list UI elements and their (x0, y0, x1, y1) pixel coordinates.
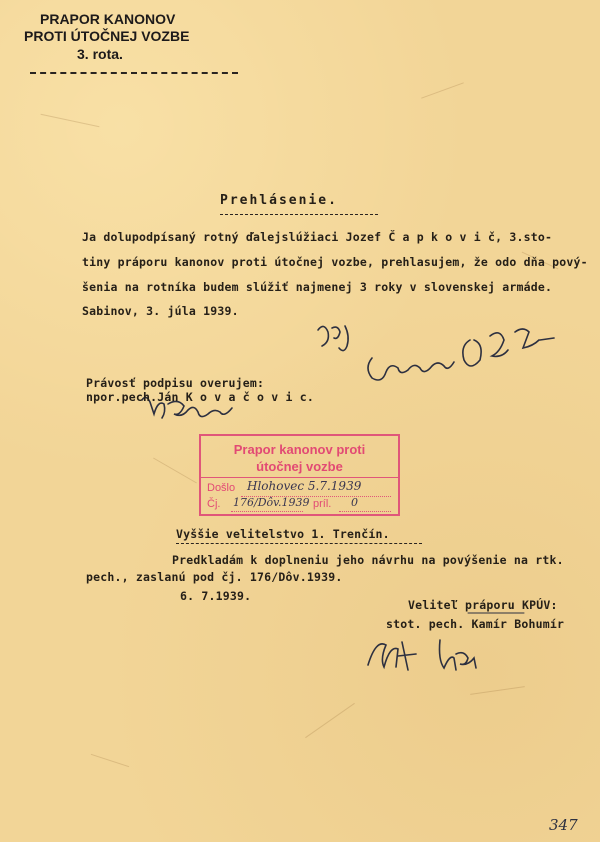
stamp-attachment-value: 0 (351, 496, 358, 509)
commander-title: Veliteľ práporu KPÚV: (408, 598, 558, 612)
stamp-reference-label: Čj. (207, 498, 221, 510)
verification-officer: npor.pech.Ján K o v a č o v i c. (86, 390, 314, 404)
stamp-attachment-label: príl. (313, 498, 332, 510)
signature-capkovic-part2 (368, 358, 454, 380)
verification-label: Právosť podpisu overujem: (86, 376, 265, 390)
header-unit-line1: PRAPOR KANONOV (40, 11, 176, 27)
receipt-stamp (199, 434, 400, 516)
stamp-received-value: Hlohovec 5.7.1939 (247, 479, 362, 493)
body-line-1: Ja dolupodpísaný rotný ďalejslúžiaci Jozef Č a p k o v i č, 3.sto- (82, 230, 553, 244)
commander-name: stot. pech. Kamír Bohumír (386, 617, 565, 631)
stamp-unit-line1: Prapor kanonov proti (233, 442, 366, 457)
stamp-divider (201, 477, 398, 478)
document-title: Prehlásenie. (220, 193, 338, 208)
body-line-2: tiny práporu kanonov proti útočnej vozbe, prehlasujem, že odo dňa pový- (82, 255, 588, 269)
forward-line-2: pech., zaslanú pod čj. 176/Dôv.1939. (86, 570, 343, 584)
forward-addressee: Vyššie velitelstvo 1. Trenčín. (176, 527, 390, 541)
place-date: Sabinov, 3. júla 1939. (82, 304, 239, 318)
signature-capkovic-part1 (318, 326, 348, 351)
signature-commander-part1 (368, 642, 416, 670)
signature-commander-part2 (440, 640, 477, 670)
stamp-received-label: Došlo (207, 482, 236, 494)
signature-capkovic-part3 (463, 329, 554, 366)
addressee-underline (176, 543, 422, 544)
stamp-unit-line2: útočnej vozbe (256, 459, 343, 474)
header-company: 3. rota. (77, 46, 123, 62)
forward-line-1: Predkladám k doplneniu jeho návrhu na povýšenie na rtk. (172, 553, 564, 567)
stamp-reference-value: 176/Dôv.1939 (233, 496, 310, 509)
page-number: 347 (549, 816, 578, 834)
header-unit-line2: PROTI ÚTOČNEJ VOZBE (24, 28, 190, 44)
forward-date: 6. 7.1939. (180, 589, 252, 603)
body-line-3: šenia na rotníka budem slúžiť najmenej 3 roky v slovenskej armáde. (82, 280, 553, 294)
